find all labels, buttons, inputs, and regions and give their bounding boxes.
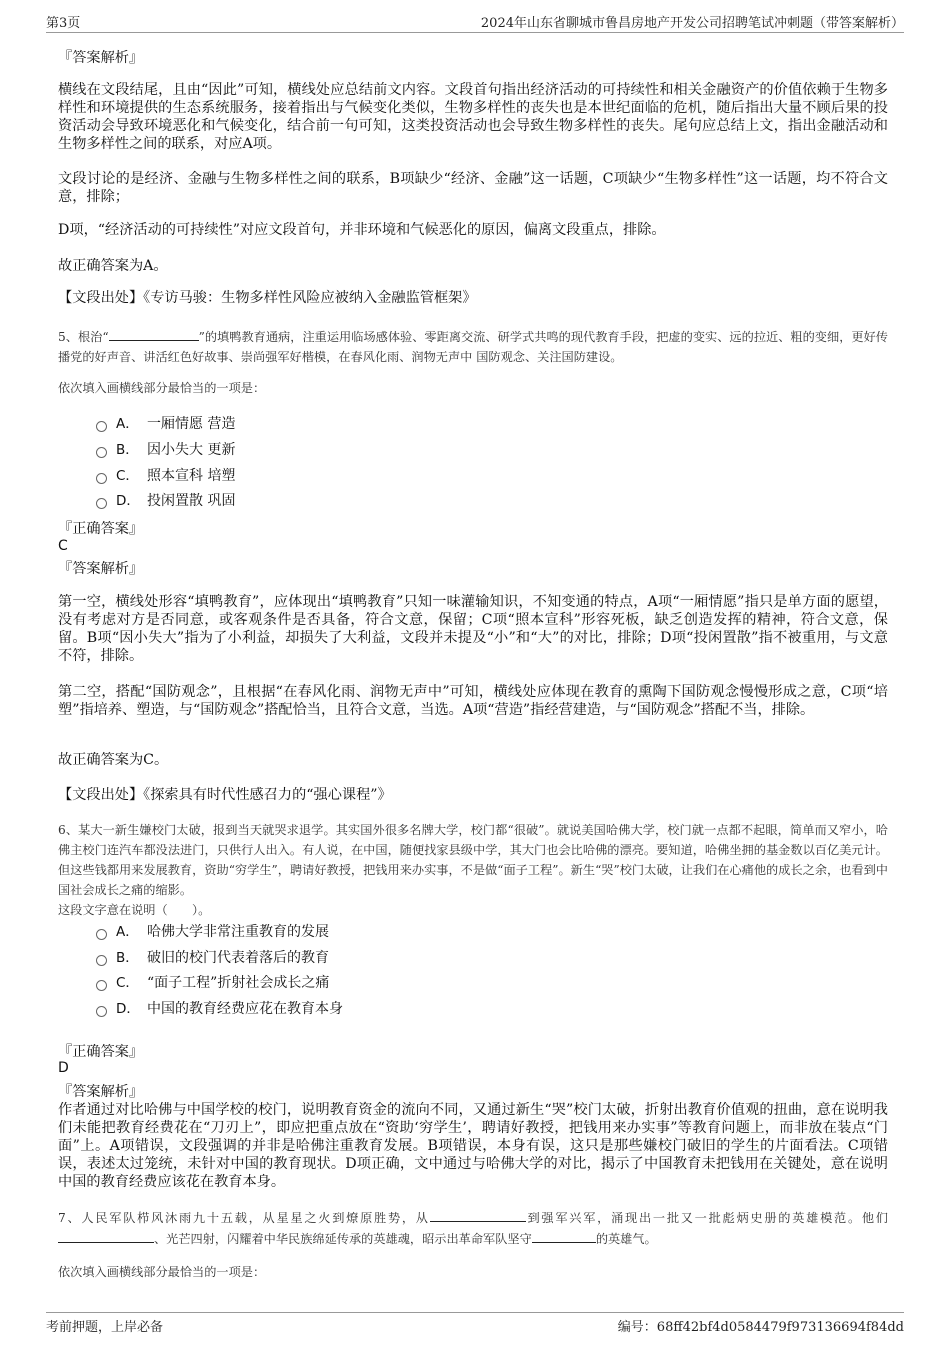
q6-option-b[interactable] <box>96 948 329 968</box>
q6-correct-label: 『正确答案』 <box>58 1044 144 1060</box>
page-footer <box>46 1312 904 1333</box>
q5-conclusion: 故正确答案为C。 <box>58 752 169 768</box>
option-text: 破旧的校门代表着落后的教育 <box>147 950 329 966</box>
option-text: 哈佛大学非常注重教育的发展 <box>147 924 329 940</box>
option-text: “面子工程”折射社会成长之痛 <box>147 975 330 991</box>
q5-analysis-para-1: 第一空，横线处形容“填鸭教育”，应体现出“填鸭教育”只知一味灌输知识，不知变通的特点，A项“一厢情愿”指只是单方面的愿望，没有考虑对方是否同意，或客观条件是否具备，符合文意，保留；C项“照本宣科”形容死板，缺乏创造发挥的精神，符合文意，保留。B项“因小失大”指为了小利益，却损失了大利益，文段并未提及“小”和“大”的对比，排除；D项“投闲置散”指不被重用，与文意不符，排除。 <box>58 594 888 664</box>
footer-slogan: 考前押题，上岸必备 <box>46 1320 164 1335</box>
option-letter: A． <box>116 924 139 940</box>
radio-icon[interactable] <box>96 980 107 991</box>
q5-blank <box>109 326 199 341</box>
radio-icon[interactable] <box>96 421 107 432</box>
option-letter: C． <box>116 468 139 484</box>
q6-answer: D <box>58 1060 69 1076</box>
radio-icon[interactable] <box>96 929 107 940</box>
radio-icon[interactable] <box>96 447 107 458</box>
q4-analysis-para-2: 文段讨论的是经济、金融与生物多样性之间的联系，B项缺少“经济、金融”这一话题，C项缺少“生物多样性”这一话题，均不符合文意，排除； <box>58 171 888 205</box>
q5-stem-end: ”的填鸭教育通病，注重运用临场感体验、零距离交流、研学式共鸣的现代教育手段，把虚的变实、远的拉近、粗的变细，更好传播党的好声音、讲活红色好故事、崇尚强军好楷模，在春风化雨、润物无声中 国防观念、关注国防建设。 <box>58 330 888 364</box>
q5-source: 【文段出处】《探索具有时代性感召力的“强心课程”》 <box>58 787 392 803</box>
q6-stem: 6、某大一新生嫌校门太破，报到当天就哭求退学。其实国外很多名牌大学，校门都“很破”。就说美国哈佛大学，校门就一点都不起眼，简单而又窄小，哈佛主校门连汽车都没法进门，只供行人出入。有人说，在中国，随便找家县级中学，其大门也会比哈佛的漂亮。要知道，哈佛坐拥的基金数以百亿美元计。但这些钱都用来发展教育，资助“穷学生”，聘请好教授，把钱用来办实事，不是做“面子工程”。新生“哭”校门太破，让我们在心痛他的成长之余，也看到中国社会成长之痛的缩影。 <box>58 823 888 897</box>
q4-source: 【文段出处】《专访马骏：生物多样性风险应被纳入金融监管框架》 <box>58 290 477 306</box>
q7-blank-3 <box>532 1228 596 1243</box>
q7-stem <box>58 1207 888 1249</box>
radio-icon[interactable] <box>96 498 107 509</box>
radio-icon[interactable] <box>96 1006 107 1017</box>
q6-option-d[interactable] <box>96 999 343 1019</box>
option-text: 投闲置散 巩固 <box>147 493 236 509</box>
q6-analysis-para-1: 作者通过对比哈佛与中国学校的校门，说明教育资金的流向不同，又通过新生“哭”校门太破，折射出教育价值观的扭曲，意在说明我们未能把教育经费花在“刀刃上”，即应把重点放在“资助‘穷学生’，聘请好教授，把钱用来办实事”等教育问题上，而非放在装点“门面”上。A项错误，文段强调的并非是哈佛注重教育发展。B项错误，本身有误，这只是那些嫌校门破旧的学生的片面看法。C项错误，表述太过笼统，未针对中国的教育现状。D项正确，文中通过与哈佛大学的对比，揭示了中国教育未把钱用在关键处，意在说明中国的教育经费应该花在教育本身。 <box>58 1102 888 1190</box>
option-letter: A． <box>116 416 139 432</box>
q5-analysis-label: 『答案解析』 <box>58 561 144 577</box>
q7-stem-part-4: 的英雄气。 <box>595 1232 657 1246</box>
q5-analysis-para-2: 第二空，搭配“国防观念”，且根据“在春风化雨、润物无声中”可知，横线处应体现在教育的熏陶下国防观念慢慢形成之意，C项“培塑”指培养、塑造，与“国防观念”搭配恰当，且符合文意，当选。A项“营造”指经营建造，与“国防观念”搭配不当，排除。 <box>58 684 888 718</box>
q5-stem <box>58 326 888 367</box>
q4-conclusion: 故正确答案为A。 <box>58 258 168 274</box>
option-text: 一厢情愿 营造 <box>147 416 236 432</box>
q7-blank-1 <box>430 1207 526 1222</box>
q5-stem-start: 5、根治“ <box>58 330 109 344</box>
option-text: 中国的教育经费应花在教育本身 <box>147 1001 343 1017</box>
document-title: 2024年山东省聊城市鲁昌房地产开发公司招聘笔试冲刺题（带答案解析） <box>480 16 904 31</box>
q7-prompt: 依次填入画横线部分最恰当的一项是： <box>58 1265 266 1279</box>
q5-option-a[interactable] <box>96 414 235 434</box>
q5-prompt: 依次填入画横线部分最恰当的一项是： <box>58 381 266 395</box>
footer-serial: 编号：68ff42bf4d0584479f973136694f84dd <box>617 1320 904 1335</box>
q6-analysis-label: 『答案解析』 <box>58 1084 144 1100</box>
radio-icon[interactable] <box>96 473 107 484</box>
page-header <box>46 12 904 33</box>
q7-blank-2 <box>58 1228 154 1243</box>
q6-option-c[interactable] <box>96 973 329 993</box>
option-letter: D． <box>116 1001 140 1017</box>
q4-analysis-label: 『答案解析』 <box>58 50 144 66</box>
option-letter: B． <box>116 950 139 966</box>
q6-prompt: 这段文字意在说明（ ）。 <box>58 903 211 917</box>
q5-option-d[interactable] <box>96 491 235 511</box>
option-letter: B． <box>116 442 139 458</box>
q5-correct-label: 『正确答案』 <box>58 521 144 537</box>
option-text: 因小失大 更新 <box>147 442 236 458</box>
q4-analysis-para-3: D项，“经济活动的可持续性”对应文段首句，并非环境和气候恶化的原因，偏离文段重点，排除。 <box>58 222 666 238</box>
option-letter: C． <box>116 975 139 991</box>
q4-analysis-para-1: 横线在文段结尾，且由“因此”可知，横线处应总结前文内容。文段首句指出经济活动的可持续性和相关金融资产的价值依赖于生物多样性和环境提供的生态系统服务，接着指出与气候变化类似，生物多样性的丧失也是本世纪面临的危机，随后指出大量不顾后果的投资活动会导致环境恶化和气候变化，结合前一句可知，这类投资活动也会导致生物多样性的丧失。尾句应总结上文，指出金融活动和生物多样性之间的联系，对应A项。 <box>58 82 888 152</box>
option-letter: D． <box>116 493 140 509</box>
q5-option-b[interactable] <box>96 440 235 460</box>
q7-stem-part-2: 到强军兴军，涌现出一批又一批彪炳史册的英雄模范。他们 <box>525 1211 888 1225</box>
option-text: 照本宣科 培塑 <box>147 468 236 484</box>
q6-option-a[interactable] <box>96 922 329 942</box>
radio-icon[interactable] <box>96 955 107 966</box>
q5-answer: C <box>58 538 68 554</box>
q7-stem-part-1: 7、人民军队栉风沐雨九十五载，从星星之火到燎原胜势，从 <box>58 1211 430 1225</box>
q5-option-c[interactable] <box>96 466 235 486</box>
q7-stem-part-3: 、光芒四射，闪耀着中华民族绵延传承的英雄魂，昭示出革命军队坚守 <box>154 1232 532 1246</box>
page-number: 第3页 <box>46 16 81 31</box>
